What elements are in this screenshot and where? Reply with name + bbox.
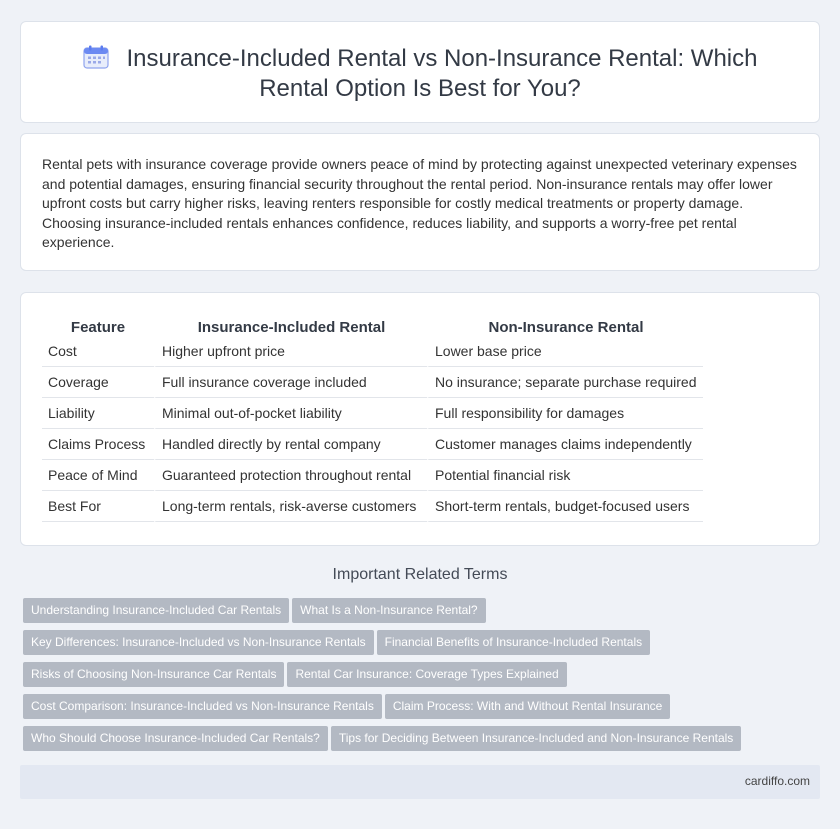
- table-row: [42, 398, 703, 429]
- tag-row: [23, 630, 813, 662]
- related-term-link[interactable]: Rental Car Insurance: Coverage Types Explained: [287, 662, 566, 687]
- page-title-wrap: [21, 44, 819, 104]
- row-non-insurance-value: Full responsibility for damages: [427, 398, 703, 429]
- table-row: [42, 460, 703, 491]
- header-card: [20, 21, 820, 123]
- row-insurance-value: Higher upfront price: [154, 336, 427, 367]
- page-title: Insurance-Included Rental vs Non-Insurance Rental: Which Rental Option Is Best for You?: [126, 45, 758, 102]
- row-non-insurance-value: Short-term rentals, budget-focused users: [427, 491, 703, 522]
- row-insurance-value: Guaranteed protection throughout rental: [154, 460, 427, 491]
- related-terms-heading: Important Related Terms: [332, 566, 508, 583]
- row-feature: Best For: [42, 491, 154, 522]
- row-non-insurance-value: Customer manages claims independently: [427, 429, 703, 460]
- row-feature: Coverage: [42, 367, 154, 398]
- intro-card: [20, 133, 820, 271]
- header-feature: Feature: [70, 319, 126, 336]
- row-insurance-value: Long-term rentals, risk-averse customers: [154, 491, 427, 522]
- row-non-insurance-value: No insurance; separate purchase required: [427, 367, 703, 398]
- related-term-link[interactable]: Who Should Choose Insurance-Included Car Rentals?: [23, 726, 328, 751]
- related-term-link[interactable]: Claim Process: With and Without Rental Insurance: [385, 694, 670, 719]
- footer-site-name[interactable]: cardiffo.com: [744, 774, 810, 788]
- row-feature: Liability: [42, 398, 154, 429]
- table-row: [42, 429, 703, 460]
- tag-row: [23, 662, 813, 694]
- row-insurance-value: Full insurance coverage included: [154, 367, 427, 398]
- related-terms-list: [23, 598, 813, 758]
- related-term-link[interactable]: Risks of Choosing Non-Insurance Car Rentals: [23, 662, 284, 687]
- row-feature: Peace of Mind: [42, 460, 154, 491]
- related-term-link[interactable]: Tips for Deciding Between Insurance-Included and Non-Insurance Rentals: [331, 726, 741, 751]
- comparison-card: [20, 292, 820, 546]
- tag-row: [23, 726, 813, 758]
- related-term-link[interactable]: Key Differences: Insurance-Included vs Non-Insurance Rentals: [23, 630, 374, 655]
- table-row: [42, 367, 703, 398]
- comparison-table: [42, 314, 703, 522]
- row-non-insurance-value: Potential financial risk: [427, 460, 703, 491]
- related-term-link[interactable]: What Is a Non-Insurance Rental?: [292, 598, 485, 623]
- table-header-row: [42, 314, 703, 336]
- related-term-link[interactable]: Cost Comparison: Insurance-Included vs Non-Insurance Rentals: [23, 694, 382, 719]
- intro-paragraph: Rental pets with insurance coverage provide owners peace of mind by protecting against unexpected veterinary expenses and potential damages, ensuring financial security throughout the rental period. Non-insurance rentals may offer lower upfront costs but carry higher risks, leaving renters responsible for costly medical treatments or property damage. Choosing insurance-included rentals enhances confidence, reduces liability, and supports a worry-free pet rental experience.: [42, 156, 797, 250]
- row-feature: Cost: [42, 336, 154, 367]
- row-non-insurance-value: Lower base price: [427, 336, 703, 367]
- related-term-link[interactable]: Financial Benefits of Insurance-Included Rentals: [377, 630, 650, 655]
- row-insurance-value: Handled directly by rental company: [154, 429, 427, 460]
- related-term-link[interactable]: Understanding Insurance-Included Car Rentals: [23, 598, 289, 623]
- row-feature: Claims Process: [42, 429, 154, 460]
- row-insurance-value: Minimal out-of-pocket liability: [154, 398, 427, 429]
- table-row: [42, 491, 703, 522]
- table-row: [42, 336, 703, 367]
- header-insurance-included: Insurance-Included Rental: [154, 314, 427, 336]
- tag-row: [23, 598, 813, 630]
- tag-row: [23, 694, 813, 726]
- calendar-icon: [83, 45, 109, 69]
- header-non-insurance: Non-Insurance Rental: [427, 314, 703, 336]
- footer-bar: [20, 765, 820, 799]
